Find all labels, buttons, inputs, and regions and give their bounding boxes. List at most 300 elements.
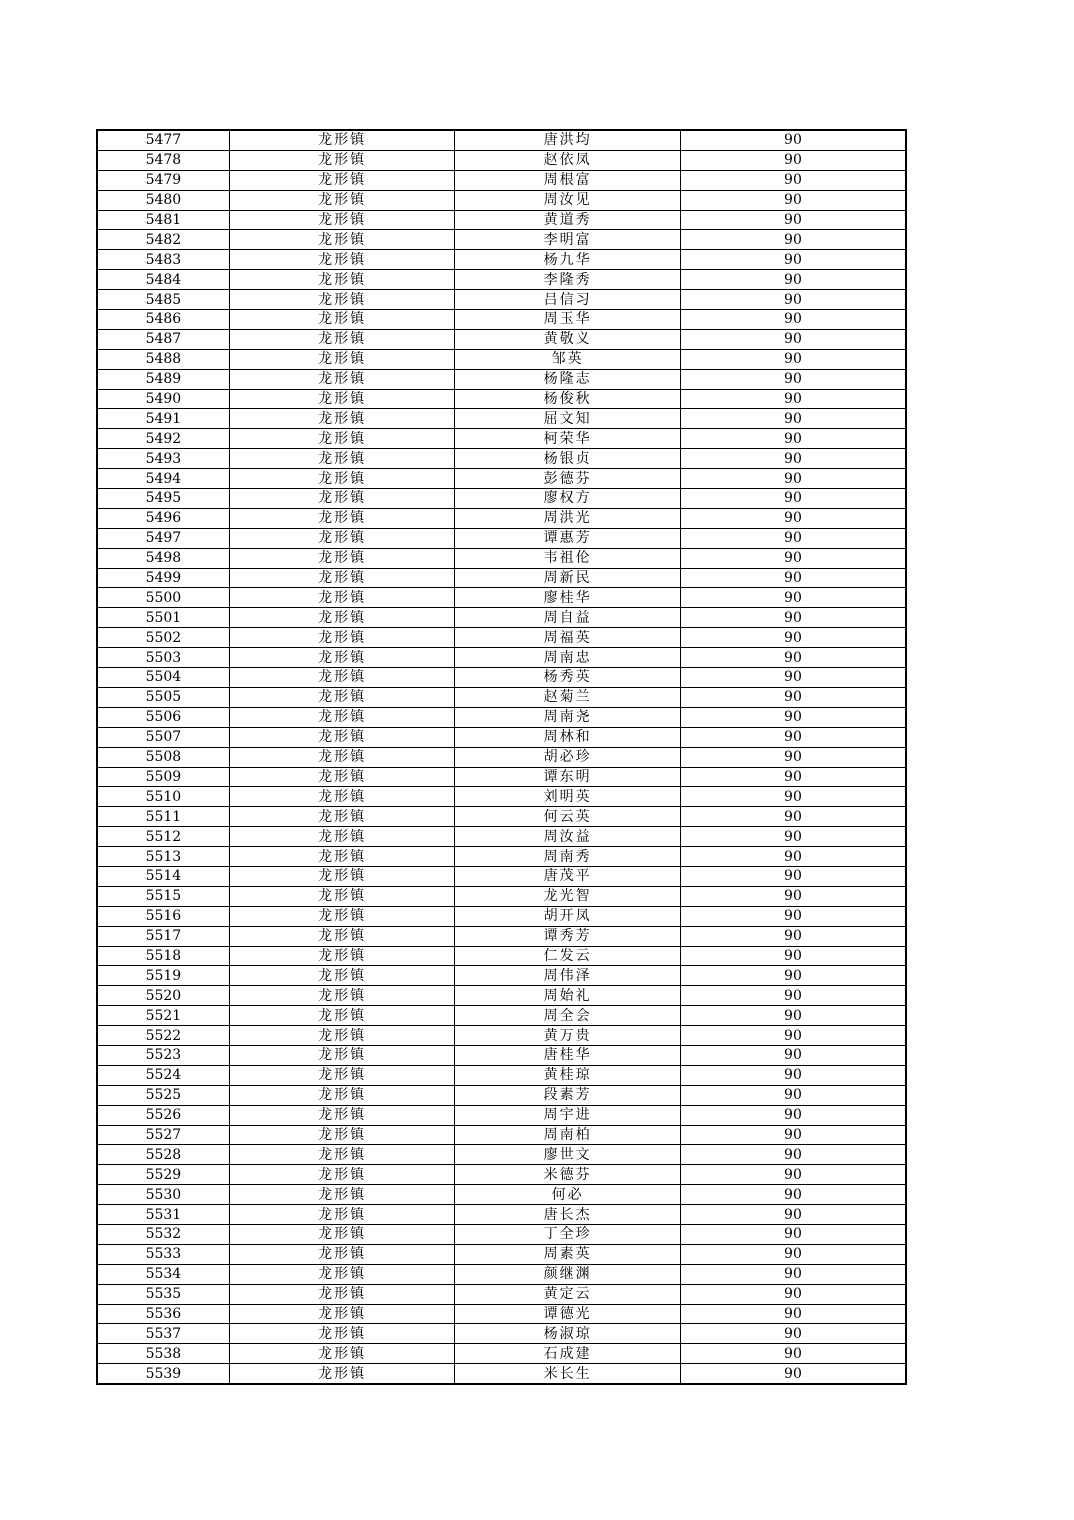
name-cell: 周南尧 (455, 707, 681, 727)
row-number-cell: 5498 (97, 548, 229, 568)
name-cell: 李隆秀 (455, 270, 681, 290)
town-cell: 龙形镇 (229, 687, 455, 707)
town-cell: 龙形镇 (229, 429, 455, 449)
name-cell: 赵菊兰 (455, 687, 681, 707)
town-cell: 龙形镇 (229, 150, 455, 170)
table-row (97, 349, 906, 369)
town-cell: 龙形镇 (229, 707, 455, 727)
town-cell: 龙形镇 (229, 389, 455, 409)
name-cell: 周根富 (455, 170, 681, 190)
town-cell: 龙形镇 (229, 230, 455, 250)
amount-cell: 90 (680, 389, 906, 409)
table-row (97, 608, 906, 628)
row-number-cell: 5484 (97, 270, 229, 290)
amount-cell: 90 (680, 1284, 906, 1304)
name-cell: 唐茂平 (455, 866, 681, 886)
table-row (97, 389, 906, 409)
town-cell: 龙形镇 (229, 668, 455, 688)
name-cell: 杨淑琼 (455, 1324, 681, 1344)
town-cell: 龙形镇 (229, 369, 455, 389)
table-row (97, 1324, 906, 1344)
amount-cell: 90 (680, 946, 906, 966)
table-row (97, 310, 906, 330)
table-row (97, 190, 906, 210)
town-cell: 龙形镇 (229, 1125, 455, 1145)
table-row (97, 1284, 906, 1304)
name-cell: 谭惠芳 (455, 528, 681, 548)
name-cell: 杨俊秋 (455, 389, 681, 409)
amount-cell: 90 (680, 270, 906, 290)
town-cell: 龙形镇 (229, 1145, 455, 1165)
town-cell: 龙形镇 (229, 1045, 455, 1065)
name-cell: 周汝益 (455, 827, 681, 847)
row-number-cell: 5481 (97, 210, 229, 230)
amount-cell: 90 (680, 130, 906, 150)
row-number-cell: 5509 (97, 767, 229, 787)
amount-cell: 90 (680, 568, 906, 588)
town-cell: 龙形镇 (229, 1244, 455, 1264)
table-row (97, 210, 906, 230)
name-cell: 周南忠 (455, 648, 681, 668)
row-number-cell: 5514 (97, 866, 229, 886)
row-number-cell: 5496 (97, 508, 229, 528)
row-number-cell: 5488 (97, 349, 229, 369)
amount-cell: 90 (680, 986, 906, 1006)
amount-cell: 90 (680, 349, 906, 369)
table-row (97, 588, 906, 608)
name-cell: 周伟泽 (455, 966, 681, 986)
town-cell: 龙形镇 (229, 747, 455, 767)
name-cell: 周全会 (455, 1006, 681, 1026)
table-row (97, 807, 906, 827)
table-row (97, 687, 906, 707)
amount-cell: 90 (680, 787, 906, 807)
name-cell: 谭德光 (455, 1304, 681, 1324)
table-row (97, 727, 906, 747)
name-cell: 谭东明 (455, 767, 681, 787)
town-cell: 龙形镇 (229, 1304, 455, 1324)
row-number-cell: 5478 (97, 150, 229, 170)
amount-cell: 90 (680, 548, 906, 568)
name-cell: 杨隆志 (455, 369, 681, 389)
table-row (97, 329, 906, 349)
amount-cell: 90 (680, 429, 906, 449)
name-cell: 赵依凤 (455, 150, 681, 170)
row-number-cell: 5480 (97, 190, 229, 210)
name-cell: 黄桂琼 (455, 1065, 681, 1085)
row-number-cell: 5485 (97, 290, 229, 310)
amount-cell: 90 (680, 827, 906, 847)
name-cell: 周洪光 (455, 508, 681, 528)
table-row (97, 508, 906, 528)
amount-cell: 90 (680, 469, 906, 489)
town-cell: 龙形镇 (229, 787, 455, 807)
town-cell: 龙形镇 (229, 1205, 455, 1225)
table-row (97, 568, 906, 588)
row-number-cell: 5482 (97, 230, 229, 250)
table-row (97, 369, 906, 389)
table-row (97, 528, 906, 548)
table-row (97, 429, 906, 449)
town-cell: 龙形镇 (229, 329, 455, 349)
table-row (97, 1304, 906, 1324)
name-cell: 屈文知 (455, 409, 681, 429)
amount-cell: 90 (680, 409, 906, 429)
table-row (97, 1185, 906, 1205)
amount-cell: 90 (680, 190, 906, 210)
town-cell: 龙形镇 (229, 1185, 455, 1205)
row-number-cell: 5489 (97, 369, 229, 389)
town-cell: 龙形镇 (229, 290, 455, 310)
amount-cell: 90 (680, 1344, 906, 1364)
table-row (97, 1105, 906, 1125)
table-row (97, 1224, 906, 1244)
name-cell: 黄万贵 (455, 1026, 681, 1046)
amount-cell: 90 (680, 866, 906, 886)
amount-cell: 90 (680, 528, 906, 548)
row-number-cell: 5505 (97, 687, 229, 707)
table-row (97, 986, 906, 1006)
amount-cell: 90 (680, 150, 906, 170)
row-number-cell: 5500 (97, 588, 229, 608)
town-cell: 龙形镇 (229, 270, 455, 290)
town-cell: 龙形镇 (229, 1264, 455, 1284)
town-cell: 龙形镇 (229, 508, 455, 528)
row-number-cell: 5512 (97, 827, 229, 847)
name-cell: 周玉华 (455, 310, 681, 330)
row-number-cell: 5522 (97, 1026, 229, 1046)
table-row (97, 966, 906, 986)
name-cell: 米长生 (455, 1364, 681, 1384)
town-cell: 龙形镇 (229, 489, 455, 509)
town-cell: 龙形镇 (229, 528, 455, 548)
name-cell: 段素芳 (455, 1085, 681, 1105)
name-cell: 周自益 (455, 608, 681, 628)
name-cell: 杨银贞 (455, 449, 681, 469)
name-cell: 黄道秀 (455, 210, 681, 230)
name-cell: 龙光智 (455, 886, 681, 906)
amount-cell: 90 (680, 170, 906, 190)
name-cell: 周南秀 (455, 847, 681, 867)
name-cell: 周新民 (455, 568, 681, 588)
table-row (97, 1244, 906, 1264)
amount-cell: 90 (680, 1006, 906, 1026)
name-cell: 吕信习 (455, 290, 681, 310)
row-number-cell: 5491 (97, 409, 229, 429)
table-row (97, 827, 906, 847)
row-number-cell: 5516 (97, 906, 229, 926)
town-cell: 龙形镇 (229, 628, 455, 648)
town-cell: 龙形镇 (229, 648, 455, 668)
name-cell: 唐长杰 (455, 1205, 681, 1225)
name-cell: 杨九华 (455, 250, 681, 270)
table-row (97, 170, 906, 190)
town-cell: 龙形镇 (229, 210, 455, 230)
amount-cell: 90 (680, 608, 906, 628)
name-cell: 黄定云 (455, 1284, 681, 1304)
amount-cell: 90 (680, 707, 906, 727)
data-table (96, 129, 907, 1385)
name-cell: 石成建 (455, 1344, 681, 1364)
town-cell: 龙形镇 (229, 1026, 455, 1046)
table-row (97, 847, 906, 867)
table-row (97, 230, 906, 250)
name-cell: 唐洪均 (455, 130, 681, 150)
town-cell: 龙形镇 (229, 568, 455, 588)
row-number-cell: 5504 (97, 668, 229, 688)
row-number-cell: 5523 (97, 1045, 229, 1065)
row-number-cell: 5511 (97, 807, 229, 827)
amount-cell: 90 (680, 648, 906, 668)
row-number-cell: 5520 (97, 986, 229, 1006)
name-cell: 胡开凤 (455, 906, 681, 926)
table-row (97, 409, 906, 429)
name-cell: 柯荣华 (455, 429, 681, 449)
name-cell: 何必 (455, 1185, 681, 1205)
name-cell: 刘明英 (455, 787, 681, 807)
name-cell: 周汝见 (455, 190, 681, 210)
name-cell: 周始礼 (455, 986, 681, 1006)
town-cell: 龙形镇 (229, 1065, 455, 1085)
row-number-cell: 5513 (97, 847, 229, 867)
row-number-cell: 5499 (97, 568, 229, 588)
row-number-cell: 5537 (97, 1324, 229, 1344)
amount-cell: 90 (680, 926, 906, 946)
amount-cell: 90 (680, 508, 906, 528)
row-number-cell: 5501 (97, 608, 229, 628)
town-cell: 龙形镇 (229, 170, 455, 190)
amount-cell: 90 (680, 1364, 906, 1384)
table-row (97, 946, 906, 966)
table-row (97, 290, 906, 310)
name-cell: 廖世文 (455, 1145, 681, 1165)
amount-cell: 90 (680, 1304, 906, 1324)
town-cell: 龙形镇 (229, 409, 455, 429)
name-cell: 唐桂华 (455, 1045, 681, 1065)
amount-cell: 90 (680, 1185, 906, 1205)
town-cell: 龙形镇 (229, 1344, 455, 1364)
name-cell: 廖权方 (455, 489, 681, 509)
amount-cell: 90 (680, 906, 906, 926)
amount-cell: 90 (680, 369, 906, 389)
town-cell: 龙形镇 (229, 1105, 455, 1125)
name-cell: 周林和 (455, 727, 681, 747)
town-cell: 龙形镇 (229, 349, 455, 369)
row-number-cell: 5497 (97, 528, 229, 548)
row-number-cell: 5477 (97, 130, 229, 150)
row-number-cell: 5534 (97, 1264, 229, 1284)
table-row (97, 628, 906, 648)
table-row (97, 1364, 906, 1384)
amount-cell: 90 (680, 1045, 906, 1065)
town-cell: 龙形镇 (229, 807, 455, 827)
town-cell: 龙形镇 (229, 1165, 455, 1185)
amount-cell: 90 (680, 250, 906, 270)
row-number-cell: 5495 (97, 489, 229, 509)
amount-cell: 90 (680, 1105, 906, 1125)
name-cell: 谭秀芳 (455, 926, 681, 946)
name-cell: 胡必珍 (455, 747, 681, 767)
town-cell: 龙形镇 (229, 608, 455, 628)
town-cell: 龙形镇 (229, 926, 455, 946)
table-row (97, 886, 906, 906)
table-row (97, 130, 906, 150)
town-cell: 龙形镇 (229, 469, 455, 489)
amount-cell: 90 (680, 807, 906, 827)
name-cell: 颜继渊 (455, 1264, 681, 1284)
table-row (97, 449, 906, 469)
row-number-cell: 5524 (97, 1065, 229, 1085)
amount-cell: 90 (680, 847, 906, 867)
name-cell: 仁发云 (455, 946, 681, 966)
town-cell: 龙形镇 (229, 767, 455, 787)
row-number-cell: 5526 (97, 1105, 229, 1125)
town-cell: 龙形镇 (229, 130, 455, 150)
amount-cell: 90 (680, 1244, 906, 1264)
table-row (97, 1045, 906, 1065)
row-number-cell: 5494 (97, 469, 229, 489)
row-number-cell: 5530 (97, 1185, 229, 1205)
table-row (97, 747, 906, 767)
town-cell: 龙形镇 (229, 1224, 455, 1244)
table-row (97, 548, 906, 568)
town-cell: 龙形镇 (229, 727, 455, 747)
table-row (97, 1006, 906, 1026)
town-cell: 龙形镇 (229, 190, 455, 210)
table-row (97, 1065, 906, 1085)
town-cell: 龙形镇 (229, 1284, 455, 1304)
amount-cell: 90 (680, 886, 906, 906)
name-cell: 周福英 (455, 628, 681, 648)
town-cell: 龙形镇 (229, 1085, 455, 1105)
table-row (97, 270, 906, 290)
row-number-cell: 5518 (97, 946, 229, 966)
row-number-cell: 5517 (97, 926, 229, 946)
town-cell: 龙形镇 (229, 966, 455, 986)
row-number-cell: 5531 (97, 1205, 229, 1225)
amount-cell: 90 (680, 449, 906, 469)
name-cell: 周南柏 (455, 1125, 681, 1145)
table-row (97, 1145, 906, 1165)
town-cell: 龙形镇 (229, 847, 455, 867)
table-row (97, 906, 906, 926)
town-cell: 龙形镇 (229, 1324, 455, 1344)
row-number-cell: 5487 (97, 329, 229, 349)
row-number-cell: 5483 (97, 250, 229, 270)
name-cell: 丁全珍 (455, 1224, 681, 1244)
row-number-cell: 5521 (97, 1006, 229, 1026)
amount-cell: 90 (680, 1264, 906, 1284)
amount-cell: 90 (680, 628, 906, 648)
name-cell: 黄敬义 (455, 329, 681, 349)
amount-cell: 90 (680, 1165, 906, 1185)
town-cell: 龙形镇 (229, 588, 455, 608)
row-number-cell: 5506 (97, 707, 229, 727)
row-number-cell: 5529 (97, 1165, 229, 1185)
table-row (97, 668, 906, 688)
row-number-cell: 5527 (97, 1125, 229, 1145)
table-row (97, 1264, 906, 1284)
table-body (97, 130, 906, 1384)
amount-cell: 90 (680, 1026, 906, 1046)
table-row (97, 1085, 906, 1105)
row-number-cell: 5479 (97, 170, 229, 190)
table-row (97, 866, 906, 886)
amount-cell: 90 (680, 767, 906, 787)
name-cell: 杨秀英 (455, 668, 681, 688)
table-row (97, 707, 906, 727)
table-row (97, 787, 906, 807)
amount-cell: 90 (680, 230, 906, 250)
amount-cell: 90 (680, 210, 906, 230)
town-cell: 龙形镇 (229, 946, 455, 966)
table-row (97, 150, 906, 170)
table-row (97, 469, 906, 489)
amount-cell: 90 (680, 1224, 906, 1244)
row-number-cell: 5503 (97, 648, 229, 668)
table-row (97, 1026, 906, 1046)
row-number-cell: 5533 (97, 1244, 229, 1264)
table-row (97, 1205, 906, 1225)
row-number-cell: 5486 (97, 310, 229, 330)
name-cell: 邹英 (455, 349, 681, 369)
name-cell: 周宇进 (455, 1105, 681, 1125)
amount-cell: 90 (680, 1205, 906, 1225)
name-cell: 米德芬 (455, 1165, 681, 1185)
amount-cell: 90 (680, 290, 906, 310)
town-cell: 龙形镇 (229, 866, 455, 886)
table-row (97, 926, 906, 946)
amount-cell: 90 (680, 310, 906, 330)
name-cell: 何云英 (455, 807, 681, 827)
name-cell: 廖桂华 (455, 588, 681, 608)
table-row (97, 250, 906, 270)
amount-cell: 90 (680, 687, 906, 707)
row-number-cell: 5493 (97, 449, 229, 469)
amount-cell: 90 (680, 588, 906, 608)
amount-cell: 90 (680, 668, 906, 688)
name-cell: 韦祖伦 (455, 548, 681, 568)
row-number-cell: 5507 (97, 727, 229, 747)
town-cell: 龙形镇 (229, 906, 455, 926)
row-number-cell: 5536 (97, 1304, 229, 1324)
row-number-cell: 5490 (97, 389, 229, 409)
town-cell: 龙形镇 (229, 1364, 455, 1384)
row-number-cell: 5532 (97, 1224, 229, 1244)
row-number-cell: 5525 (97, 1085, 229, 1105)
town-cell: 龙形镇 (229, 1006, 455, 1026)
amount-cell: 90 (680, 489, 906, 509)
table-row (97, 648, 906, 668)
amount-cell: 90 (680, 1324, 906, 1344)
amount-cell: 90 (680, 747, 906, 767)
row-number-cell: 5510 (97, 787, 229, 807)
town-cell: 龙形镇 (229, 449, 455, 469)
amount-cell: 90 (680, 727, 906, 747)
amount-cell: 90 (680, 1125, 906, 1145)
name-cell: 彭德芬 (455, 469, 681, 489)
row-number-cell: 5539 (97, 1364, 229, 1384)
town-cell: 龙形镇 (229, 827, 455, 847)
table-row (97, 1344, 906, 1364)
town-cell: 龙形镇 (229, 548, 455, 568)
town-cell: 龙形镇 (229, 886, 455, 906)
town-cell: 龙形镇 (229, 250, 455, 270)
table-row (97, 489, 906, 509)
town-cell: 龙形镇 (229, 986, 455, 1006)
amount-cell: 90 (680, 1065, 906, 1085)
town-cell: 龙形镇 (229, 310, 455, 330)
